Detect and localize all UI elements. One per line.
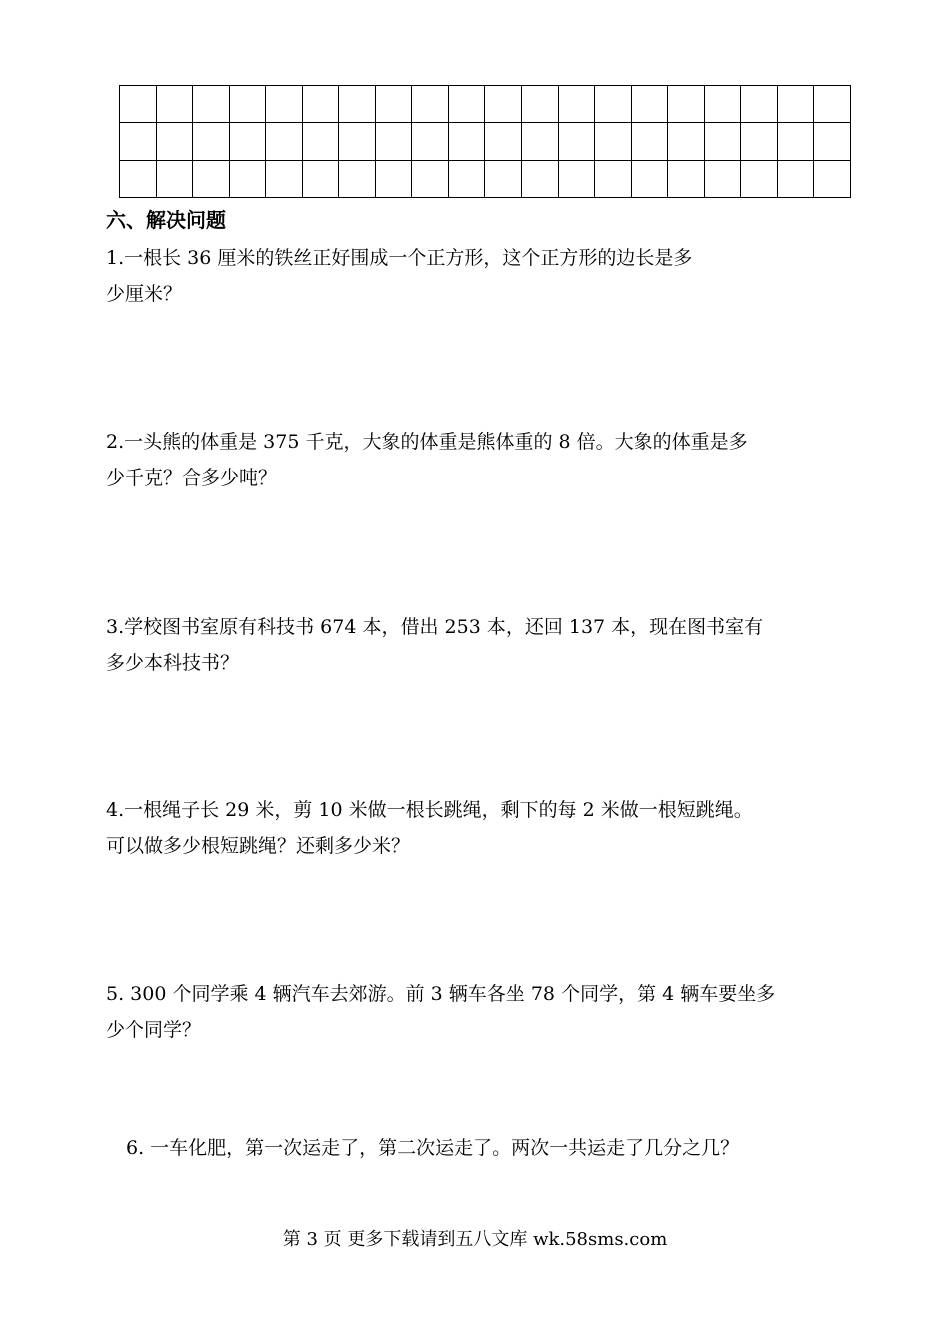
grid-cell [375, 86, 412, 123]
grid-cell [741, 160, 778, 197]
grid-cell [704, 86, 741, 123]
page-footer: 第 3 页 更多下载请到五八文库 wk.58sms.com [282, 1229, 668, 1250]
grid-cell [631, 123, 668, 160]
problem-1-line-2: 少厘米？ [106, 283, 183, 305]
grid-cell [741, 86, 778, 123]
grid-cell [558, 86, 595, 123]
grid-cell [266, 123, 303, 160]
grid-cell [631, 86, 668, 123]
problem-3-line-2: 多少本科技书？ [106, 652, 240, 674]
grid-cell [522, 160, 559, 197]
grid-cell [485, 160, 522, 197]
problem-5 [106, 976, 846, 1048]
problem-1-line-1: 1.一根长 36 厘米的铁丝正好围成一个正方形，这个正方形的边长是多 [106, 247, 693, 269]
grid-cell [777, 86, 814, 123]
grid-cell [412, 86, 449, 123]
grid-cell [595, 86, 632, 123]
problem-3-line-1: 3.学校图书室原有科技书 674 本，借出 253 本，还回 137 本，现在图书室有 [106, 616, 764, 638]
problem-5-line-1: 5. 300 个同学乘 4 辆汽车去郊游。前 3 辆车各坐 78 个同学，第 4 辆车要坐多 [106, 983, 776, 1005]
grid-cell [156, 160, 193, 197]
grid-cell [412, 160, 449, 197]
grid-cell [668, 123, 705, 160]
grid-cell [120, 86, 157, 123]
grid-cell [412, 123, 449, 160]
problem-4-line-2: 可以做多少根短跳绳？还剩多少米？ [106, 835, 411, 857]
problem-3 [106, 609, 846, 681]
grid-cell [668, 86, 705, 123]
problem-4-line-1: 4.一根绳子长 29 米，剪 10 米做一根长跳绳，剩下的每 2 米做一根短跳绳。 [106, 799, 753, 821]
grid-row [120, 86, 851, 123]
grid-cell [339, 123, 376, 160]
writing-grid [119, 85, 851, 198]
grid-cell [777, 123, 814, 160]
grid-cell [302, 123, 339, 160]
grid-cell [375, 160, 412, 197]
grid-cell [193, 86, 230, 123]
grid-cell [522, 86, 559, 123]
grid-cell [558, 123, 595, 160]
grid-cell [814, 86, 851, 123]
grid-cell [302, 86, 339, 123]
problem-4 [106, 792, 846, 864]
grid-cell [193, 160, 230, 197]
grid-cell [156, 86, 193, 123]
problem-2-line-2: 少千克？合多少吨？ [106, 467, 278, 489]
grid-cell [595, 160, 632, 197]
grid-cell [120, 160, 157, 197]
grid-cell [485, 86, 522, 123]
grid-cell [339, 160, 376, 197]
grid-cell [704, 160, 741, 197]
problem-2 [106, 424, 846, 496]
grid-cell [741, 123, 778, 160]
grid-cell [193, 123, 230, 160]
grid-cell [448, 160, 485, 197]
grid-cell [229, 123, 266, 160]
grid-cell [156, 123, 193, 160]
grid-cell [229, 86, 266, 123]
grid-cell [668, 160, 705, 197]
section-title: 六、解决问题 [106, 208, 226, 232]
grid-cell [777, 160, 814, 197]
grid-cell [339, 86, 376, 123]
grid-cell [485, 123, 522, 160]
grid-cell [595, 123, 632, 160]
problem-1 [106, 240, 846, 312]
grid-cell [814, 160, 851, 197]
grid-cell [375, 123, 412, 160]
problem-2-line-1: 2.一头熊的体重是 375 千克，大象的体重是熊体重的 8 倍。大象的体重是多 [106, 431, 748, 453]
grid-row [120, 160, 851, 197]
grid-cell [266, 86, 303, 123]
grid-cell [448, 123, 485, 160]
grid-cell [631, 160, 668, 197]
problem-6-line-1: 6. 一车化肥，第一次运走了，第二次运走了。两次一共运走了几分之几？ [126, 1137, 740, 1159]
grid-cell [266, 160, 303, 197]
grid-cell [302, 160, 339, 197]
grid-row [120, 123, 851, 160]
problem-6 [126, 1130, 866, 1166]
grid-cell [229, 160, 266, 197]
grid-cell [704, 123, 741, 160]
problem-5-line-2: 少个同学？ [106, 1019, 202, 1041]
grid-cell [814, 123, 851, 160]
grid-cell [120, 123, 157, 160]
grid-cell [448, 86, 485, 123]
grid-cell [558, 160, 595, 197]
grid-cell [522, 123, 559, 160]
